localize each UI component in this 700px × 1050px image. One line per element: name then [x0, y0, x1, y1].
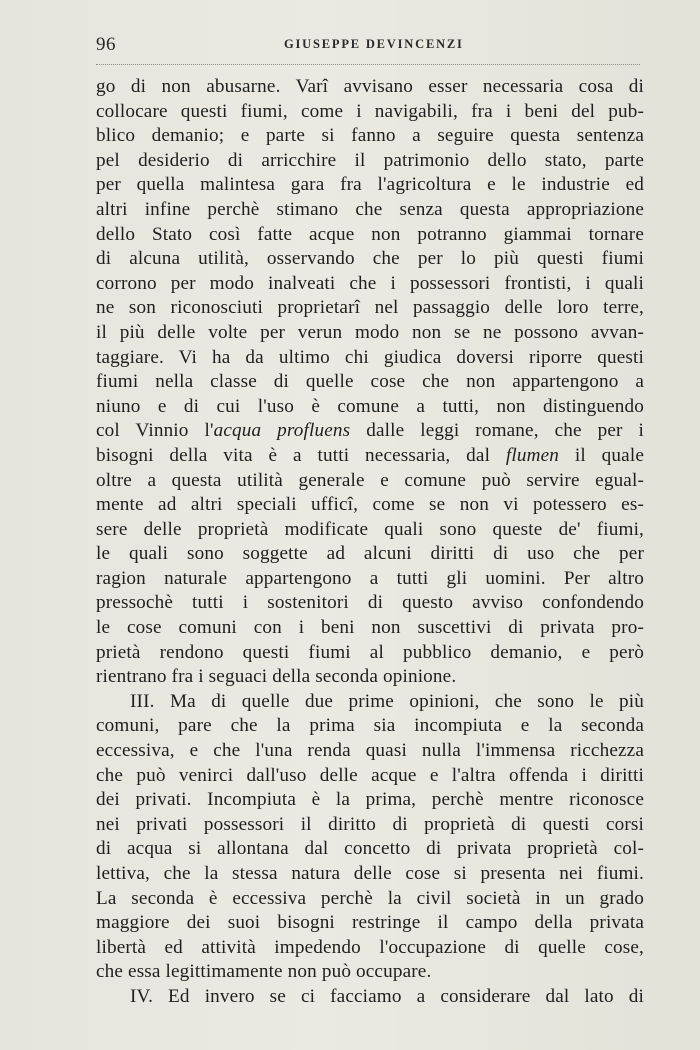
- paragraph-start-line: IV. Ed invero se ci facciamo a considerare dal lato di: [130, 985, 644, 1007]
- body-text: [96, 75, 644, 1010]
- text-line: ragion naturale appartengono a tutti gli uomini. Per altro: [96, 567, 644, 589]
- text-line: altri infine perchè stimano che senza questa appropriazione: [96, 198, 644, 220]
- text-line: di acqua si allontana dal concetto di privata proprietà col-: [96, 838, 644, 860]
- text-line: che può venirci dall'uso delle acque e l'altra offenda i diritti: [96, 764, 644, 786]
- page-number: 96: [96, 34, 116, 55]
- text-line: il più delle volte per verun modo non se ne possono avvan-: [96, 321, 644, 343]
- text-line: dei privati. Incompiuta è la prima, perchè mentre riconosce: [96, 789, 644, 811]
- text-segment: il quale: [559, 444, 644, 466]
- italic-phrase: acqua profluens: [213, 420, 351, 442]
- text-line: per quella malintesa gara fra l'agricoltura e le industrie ed: [96, 174, 644, 196]
- text-segment: dalle leggi romane, che per i: [350, 420, 644, 442]
- text-line: prietà rendono questi fiumi al pubblico demanio, e però: [96, 641, 644, 663]
- text-line: le cose comuni con i beni non suscettivi di privata pro-: [96, 617, 644, 639]
- text-line: go di non abusarne. Varî avvisano esser necessaria cosa di: [96, 76, 644, 97]
- text-line: eccessiva, e che l'una renda quasi nulla l'immensa ricchezza: [96, 740, 644, 762]
- page-header: [96, 34, 640, 58]
- text-line: che essa legittimamente non può occupare.: [96, 961, 432, 983]
- text-line: ne son riconosciuti proprietarî nel passaggio delle loro terre,: [96, 297, 644, 319]
- text-line: le quali sono soggette ad alcuni diritti di uso che per: [96, 543, 644, 565]
- text-line: di alcuna utilità, osservando che per lo più questi fiumi: [96, 248, 644, 270]
- text-line: sere delle proprietà modificate quali sono queste de' fiumi,: [96, 518, 644, 540]
- text-line: collocare questi fiumi, come i navigabili, fra i beni del pub-: [96, 100, 644, 122]
- text-line: comuni, pare che la prima sia incompiuta e la seconda: [96, 715, 644, 737]
- text-segment: bisogni della vita è a tutti necessaria, dal: [96, 444, 506, 466]
- italic-phrase: flumen: [505, 444, 560, 466]
- text-line: blico demanio; e parte si fanno a seguire questa sentenza: [96, 125, 644, 147]
- text-segment: col Vinnio l': [96, 420, 214, 442]
- text-line: dello Stato così fatte acque non potranno giammai tornare: [96, 223, 644, 245]
- text-line: mente ad altri speciali ufficî, come se non vi potessero es-: [96, 494, 644, 516]
- text-line: lettiva, che la stessa natura delle cose si presenta nei fiumi.: [96, 863, 644, 884]
- running-head: GIUSEPPE DEVINCENZI: [284, 37, 464, 51]
- text-line: [96, 419, 644, 444]
- text-line: La seconda è eccessiva perchè la civil società in un grado: [96, 887, 644, 909]
- text-line: pressochè tutti i sostenitori di questo avviso confondendo: [96, 592, 644, 614]
- text-line: libertà ed attività impedendo l'occupazione di quelle cose,: [96, 936, 644, 958]
- text-line: [96, 444, 644, 469]
- text-line: corrono per modo inalveati che i possessori frontisti, i quali: [96, 272, 644, 294]
- text-line: oltre a questa utilità generale e comune può servire egual-: [96, 469, 644, 491]
- header-rule: [96, 64, 640, 65]
- text-line: niuno e di cui l'uso è comune a tutti, non distinguendo: [96, 395, 644, 417]
- text-line: pel desiderio di arricchire il patrimonio dello stato, parte: [96, 149, 644, 171]
- text-line: fiumi nella classe di quelle cose che non appartengono a: [96, 371, 644, 393]
- text-line: nei privati possessori il diritto di proprietà di questi corsi: [96, 813, 644, 835]
- text-line: maggiore dei suoi bisogni restringe il campo della privata: [96, 912, 644, 934]
- text-line: taggiare. Vi ha da ultimo chi giudica doversi riporre questi: [96, 346, 644, 368]
- paragraph-start-line: III. Ma di quelle due prime opinioni, che sono le più: [130, 690, 644, 712]
- text-line: rientrano fra i seguaci della seconda opinione.: [96, 666, 457, 688]
